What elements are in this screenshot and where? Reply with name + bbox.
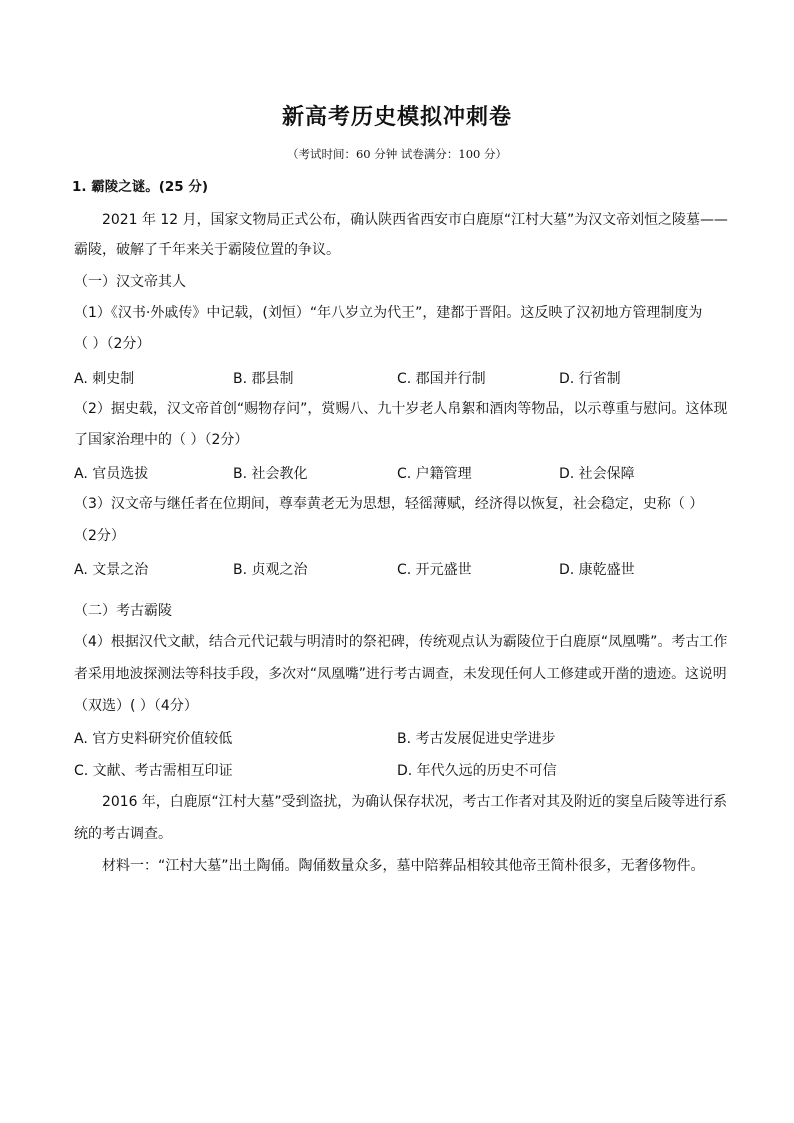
q3-option-a: A. 文景之治 — [74, 562, 149, 578]
q1-option-a: A. 刺史制 — [74, 371, 135, 387]
q3-option-c: C. 开元盛世 — [397, 562, 472, 578]
q3-option-b: B. 贞观之治 — [233, 562, 308, 578]
q2-option-d: D. 社会保障 — [559, 466, 635, 482]
q2-option-c: C. 户籍管理 — [397, 466, 472, 482]
q1-option-d: D. 行省制 — [559, 371, 621, 387]
q1-option-b: B. 郡县制 — [233, 371, 294, 387]
section-heading-2: （二）考古霸陵 — [74, 603, 172, 619]
question-heading: 1. 霸陵之谜。(25 分) — [72, 179, 209, 195]
q2-option-a: A. 官员选拔 — [74, 466, 149, 482]
material-1: 材料一：“江村大墓”出土陶俑。陶俑数量众多，墓中陪葬品相较其他帝王简朴很多，无奢侈物件。 — [102, 858, 705, 874]
q4-option-b: B. 考古发展促进史学进步 — [397, 731, 556, 747]
q3-stem-line-2: （2分） — [74, 528, 125, 544]
exam-info: （考试时间：60 分钟 试卷满分：100 分） — [286, 147, 508, 161]
q4-option-a: A. 官方史料研究价值较低 — [74, 731, 233, 747]
q1-stem-line-1: （1）《汉书·外戚传》中记载，(刘恒）“年八岁立为代王”，建都于晋阳。这反映了汉初地方管理制度为 — [74, 305, 703, 321]
q2-option-b: B. 社会教化 — [233, 466, 308, 482]
q2-stem-line-2: 了国家治理中的（ ）（2分） — [74, 432, 249, 448]
q1-option-c: C. 郡国并行制 — [397, 371, 486, 387]
section-heading-1: （一）汉文帝其人 — [74, 274, 186, 290]
q1-stem-line-2: （ ）（2分） — [74, 336, 151, 352]
q3-option-d: D. 康乾盛世 — [559, 562, 635, 578]
q4-option-c: C. 文献、考古需相互印证 — [74, 763, 233, 779]
q4-stem-line-1: （4）根据汉代文献，结合元代记载与明清时的祭祀碑，传统观点认为霸陵位于白鹿原“凤凰嘴”。考古工作 — [74, 634, 728, 650]
q2-stem-line-1: （2）据史载，汉文帝首创“赐物存问”，赏赐八、九十岁老人帛絮和酒肉等物品，以示尊重与慰问。这体现 — [74, 401, 728, 417]
intro-line-2: 霸陵，破解了千年来关于霸陵位置的争议。 — [74, 242, 340, 258]
q4-option-d: D. 年代久远的历史不可信 — [397, 763, 557, 779]
q4-stem-line-2: 者采用地波探测法等科技手段，多次对“凤凰嘴”进行考古调查，未发现任何人工修建或开凿的遗迹。这说明 — [74, 666, 727, 682]
intro-line-1: 2021 年 12 月，国家文物局正式公布，确认陕西省西安市白鹿原“江村大墓”为汉文帝刘恒之陵墓—— — [102, 212, 728, 228]
paragraph-2-line-2: 统的考古调查。 — [74, 826, 172, 842]
page-title: 新高考历史模拟冲刺卷 — [281, 105, 512, 130]
q4-stem-line-3: （双选）( ）（4分） — [74, 698, 198, 714]
paragraph-2-line-1: 2016 年，白鹿原“江村大墓”受到盗扰，为确认保存状况，考古工作者对其及附近的窦皇后陵等进行系 — [102, 794, 728, 810]
q3-stem-line-1: （3）汉文帝与继任者在位期间，尊奉黄老无为思想，轻徭薄赋，经济得以恢复，社会稳定，史称（ ） — [74, 496, 704, 512]
